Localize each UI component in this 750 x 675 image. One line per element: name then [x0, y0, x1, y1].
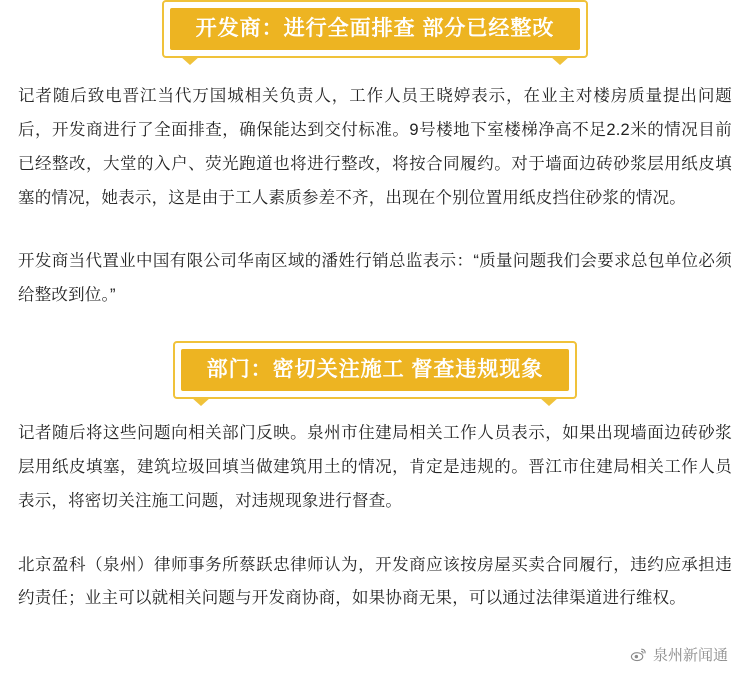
weibo-icon — [630, 646, 647, 663]
paragraph: 北京盈科（泉州）律师事务所蔡跃忠律师认为，开发商应该按房屋买卖合同履行，违约应承担违约责任；业主可以就相关问题与开发商协商，如果协商无果，可以通过法律渠道进行维权。 — [18, 555, 732, 608]
section-banner-1 — [162, 0, 589, 58]
paragraph: 记者随后致电晋江当代万国城相关负责人，工作人员王晓婷表示，在业主对楼房质量提出问题后，开发商进行了全面排查，确保能达到交付标准。9号楼地下室楼梯净高不足2.2米的情况目前已经整改，大堂的入户、荧光跑道也将进行整改，将按合同履约。对于墙面边砖砂浆层用纸皮填塞的情况，她表示，这是由于工人素质参差不齐，出现在个别位置用纸皮挡住砂浆的情况。 — [18, 87, 732, 207]
section-body-2 — [18, 417, 732, 616]
paragraph-spacer — [18, 229, 732, 245]
section-banner-title-1: 开发商：进行全面排查 部分已经整改 — [170, 8, 581, 50]
section-banner-wrapper-1 — [18, 0, 732, 58]
section-banner-2 — [173, 341, 578, 399]
section-body-1 — [18, 80, 732, 313]
paragraph: 开发商当代置业中国有限公司华南区域的潘姓行销总监表示：“质量问题我们会要求总包单位必须给整改到位。” — [18, 252, 732, 305]
section-banner-wrapper-2 — [18, 341, 732, 399]
paragraph: 记者随后将这些问题向相关部门反映。泉州市住建局相关工作人员表示，如果出现墙面边砖砂浆层用纸皮填塞，建筑垃圾回填当做建筑用土的情况，肯定是违规的。晋江市住建局相关工作人员表示，将密切关注施工问题，对违规现象进行督查。 — [18, 424, 732, 510]
footer-watermark-label: 泉州新闻通 — [652, 647, 728, 664]
paragraph-spacer — [18, 533, 732, 549]
section-spacer — [18, 327, 732, 341]
section-banner-title-2: 部门：密切关注施工 督查违规现象 — [181, 349, 570, 391]
footer-watermark — [630, 644, 728, 665]
